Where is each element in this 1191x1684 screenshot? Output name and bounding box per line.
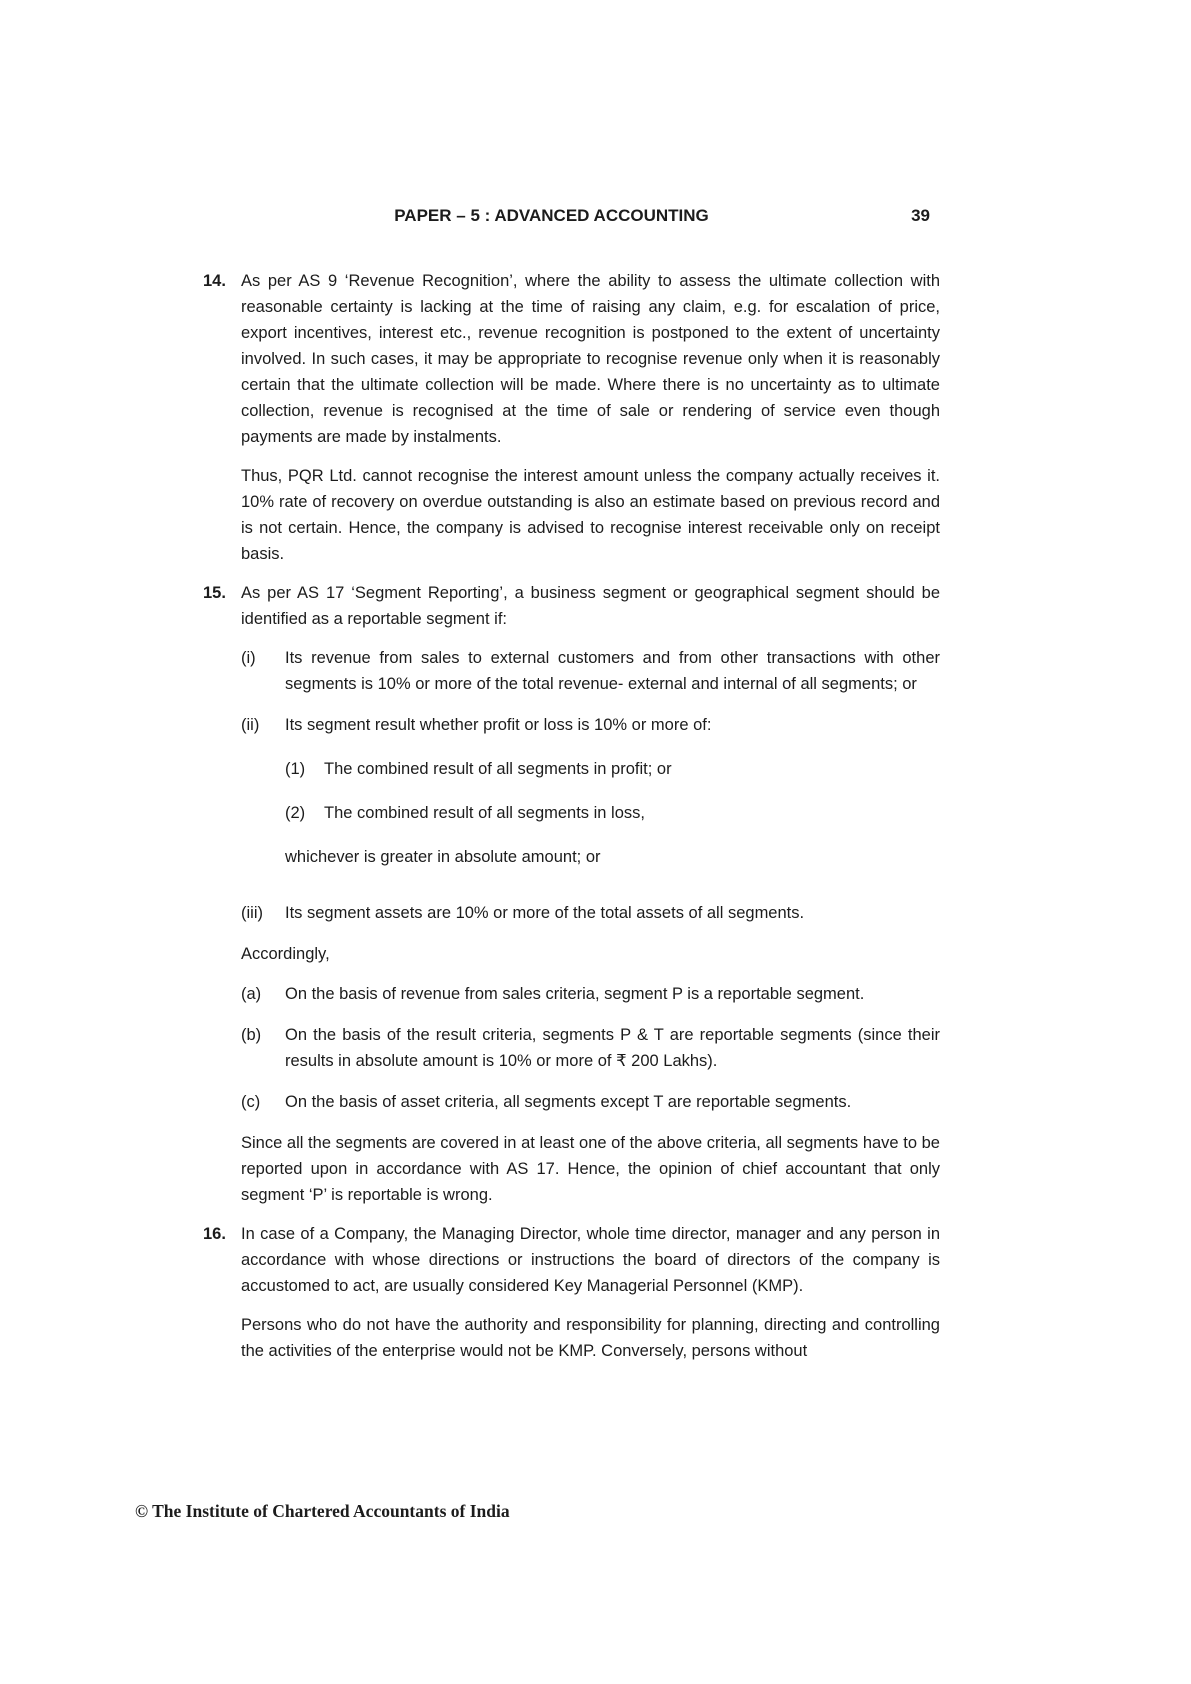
nested-item-text: The combined result of all segments in loss, bbox=[324, 804, 645, 822]
nested-item-2 bbox=[285, 800, 940, 826]
sub-item-text: Its segment assets are 10% or more of the total assets of all segments. bbox=[285, 904, 805, 922]
sub-item-text: Its revenue from sales to external customers and from other transactions with other segments is 10% or more of the total revenue- external and internal of all segments; or bbox=[285, 649, 940, 693]
sub-item-i bbox=[241, 645, 940, 697]
sub-item-a bbox=[241, 981, 940, 1007]
nested-item-text: The combined result of all segments in profit; or bbox=[324, 760, 672, 778]
item-number: 14. bbox=[203, 272, 226, 290]
nested-item-1 bbox=[285, 756, 940, 782]
sub-item-label: (i) bbox=[241, 649, 256, 667]
sub-item-label: (b) bbox=[241, 1026, 262, 1044]
sub-item-label: (ii) bbox=[241, 716, 260, 734]
document-body bbox=[203, 268, 940, 1377]
item-body bbox=[241, 268, 940, 580]
sub-item-iii bbox=[241, 900, 940, 926]
accordingly-line: Accordingly, bbox=[241, 945, 330, 963]
paragraph: As per AS 17 ‘Segment Reporting’, a business segment or geographical segment should be identified as a reportable segment if: bbox=[241, 584, 940, 628]
item-body bbox=[241, 1221, 940, 1377]
answer-item-16 bbox=[203, 1221, 940, 1377]
page-number: 39 bbox=[911, 206, 930, 225]
paragraph: As per AS 9 ‘Revenue Recognition’, where the ability to assess the ultimate collection with reasonable certainty is lacking at the time of raising any claim, e.g. for escalation of price, export incentives, interest etc., revenue recognition is postponed to the extent of uncertainty involved. In such cases, it may be appropriate to recognise revenue only when it is reasonably certain that the ultimate collection will be made. Where there is no uncertainty as to ultimate collection, revenue is recognised at the time of sale or rendering of service even though payments are made by instalments. bbox=[241, 272, 940, 446]
sub-item-trailing-text: whichever is greater in absolute amount; or bbox=[285, 848, 601, 866]
sub-item-text: On the basis of the result criteria, segments P & T are reportable segments (since their results in absolute amount is 10% or more of ₹ 200 Lakhs). bbox=[285, 1026, 940, 1070]
sub-item-text: On the basis of asset criteria, all segments except T are reportable segments. bbox=[285, 1093, 852, 1111]
copyright-footer: © The Institute of Chartered Accountants of India bbox=[135, 1501, 510, 1521]
item-body bbox=[241, 580, 940, 1221]
answer-item-15 bbox=[203, 580, 940, 1221]
nested-item-label: (2) bbox=[285, 804, 306, 822]
paragraph: Thus, PQR Ltd. cannot recognise the interest amount unless the company actually receives it. 10% rate of recovery on overdue outstanding is also an estimate based on previous record and is not certain. Hence, the company is advised to recognise interest receivable only on receipt basis. bbox=[241, 467, 940, 563]
page-header bbox=[203, 203, 940, 229]
sub-item-text bbox=[285, 712, 940, 885]
nested-item-label: (1) bbox=[285, 760, 306, 778]
item-number: 16. bbox=[203, 1225, 226, 1243]
paragraph: Persons who do not have the authority and responsibility for planning, directing and controlling the activities of the enterprise would not be KMP. Conversely, persons without bbox=[241, 1316, 940, 1360]
page-title: PAPER – 5 : ADVANCED ACCOUNTING bbox=[394, 206, 709, 225]
sub-item-label: (iii) bbox=[241, 904, 263, 922]
sub-item-intro: Its segment result whether profit or loss is 10% or more of: bbox=[285, 716, 712, 734]
sub-item-text: On the basis of revenue from sales criteria, segment P is a reportable segment. bbox=[285, 985, 865, 1003]
answer-item-14 bbox=[203, 268, 940, 580]
sub-item-c bbox=[241, 1089, 940, 1115]
sub-item-label: (c) bbox=[241, 1093, 261, 1111]
item-number: 15. bbox=[203, 584, 226, 602]
sub-item-b bbox=[241, 1022, 940, 1074]
sub-item-label: (a) bbox=[241, 985, 262, 1003]
closing-paragraph: Since all the segments are covered in at least one of the above criteria, all segments have to be reported upon in accordance with AS 17. Hence, the opinion of chief accountant that only segment ‘P’ is reportable is wrong. bbox=[241, 1134, 940, 1204]
paragraph: In case of a Company, the Managing Director, whole time director, manager and any person in accordance with whose directions or instructions the board of directors of the company is accustomed to act, are usually considered Key Managerial Personnel (KMP). bbox=[241, 1225, 940, 1295]
sub-item-ii bbox=[241, 712, 940, 885]
